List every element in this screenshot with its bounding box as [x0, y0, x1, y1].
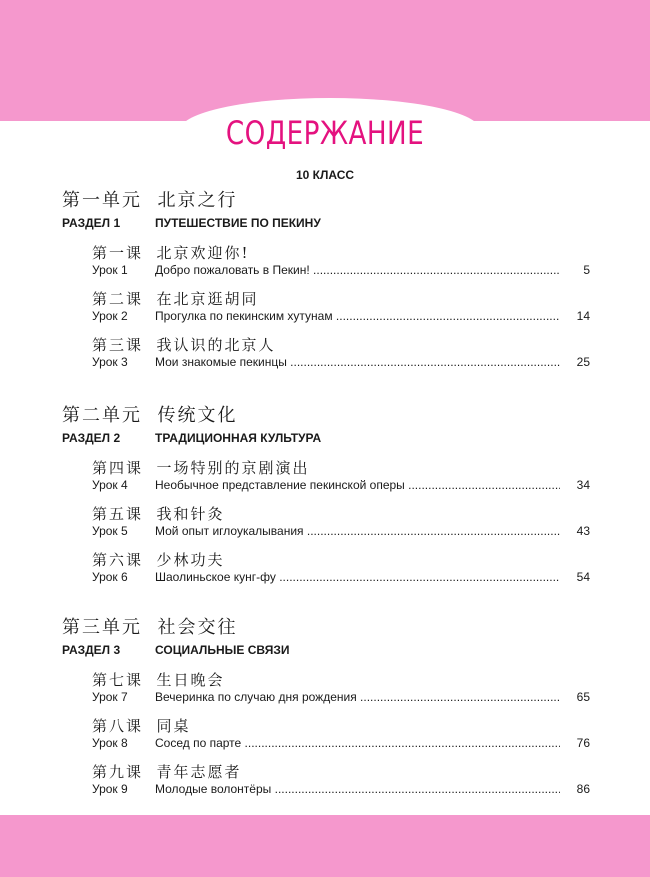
unit-title-cn: 第一单元 北京之行 — [62, 190, 238, 211]
toc-lesson-entry[interactable] — [0, 503, 650, 549]
toc-lesson-entry[interactable] — [0, 761, 650, 807]
lesson-number: Урок 3 — [92, 355, 128, 369]
lesson-title-cn: 第一课 北京欢迎你! — [92, 244, 250, 262]
toc-lesson-entry[interactable] — [0, 549, 650, 595]
lesson-title — [155, 263, 560, 277]
toc-lesson-entry[interactable] — [0, 715, 650, 761]
lesson-title-text: Необычное представление пекинской оперы — [155, 478, 405, 492]
lesson-number: Урок 4 — [92, 478, 128, 492]
lesson-title-text: Прогулка по пекинским хутунам — [155, 309, 333, 323]
unit-title-cn: 第二单元 传统文化 — [62, 405, 238, 426]
grade-heading: 10 КЛАСС — [295, 168, 355, 182]
lesson-title — [155, 690, 560, 704]
lesson-title-text: Вечеринка по случаю дня рождения — [155, 690, 357, 704]
lesson-number: Урок 9 — [92, 782, 128, 796]
lesson-title-text: Добро пожаловать в Пекин! — [155, 263, 310, 277]
lesson-page-number: 43 — [576, 524, 590, 538]
lesson-page-number: 14 — [576, 309, 590, 323]
lesson-title-cn: 第七课 生日晚会 — [92, 671, 225, 689]
lesson-title-cn: 第八课 同桌 — [92, 717, 191, 735]
lesson-number: Урок 8 — [92, 736, 128, 750]
lesson-title-text: Молодые волонтёры — [155, 782, 272, 796]
lesson-page-number: 86 — [576, 782, 590, 796]
section-number: РАЗДЕЛ 3 — [62, 643, 121, 657]
lesson-title-text: Мой опыт иглоукалывания — [155, 524, 304, 538]
lesson-page-number: 25 — [576, 355, 590, 369]
toc-lesson-entry[interactable] — [0, 457, 650, 503]
toc-lesson-entry[interactable] — [0, 334, 650, 380]
lesson-page-number: 76 — [576, 736, 590, 750]
bottom-decor-band — [0, 815, 650, 877]
toc-lesson-entry[interactable] — [0, 242, 650, 288]
lesson-title-cn: 第二课 在北京逛胡同 — [92, 290, 259, 308]
section-name: ТРАДИЦИОННАЯ КУЛЬТУРА — [155, 431, 322, 445]
lesson-number: Урок 5 — [92, 524, 128, 538]
lesson-title-text: Мои знакомые пекинцы — [155, 355, 287, 369]
lesson-title — [155, 782, 560, 796]
page-title: СОДЕРЖАНИЕ — [225, 114, 425, 152]
lesson-title — [155, 570, 560, 584]
lesson-number: Урок 2 — [92, 309, 128, 323]
lesson-title-text: Сосед по парте — [155, 736, 242, 750]
unit-title-cn: 第三单元 社会交往 — [62, 617, 238, 638]
toc-lesson-entry[interactable] — [0, 288, 650, 334]
lesson-page-number: 34 — [576, 478, 590, 492]
lesson-title-cn: 第九课 青年志愿者 — [92, 763, 242, 781]
lesson-title — [155, 355, 560, 369]
lesson-page-number: 54 — [576, 570, 590, 584]
toc-lesson-entry[interactable] — [0, 669, 650, 715]
lesson-title-cn: 第四课 一场特别的京剧演出 — [92, 459, 310, 477]
lesson-number: Урок 6 — [92, 570, 128, 584]
lesson-title-text: Шаолиньское кунг-фу — [155, 570, 276, 584]
lesson-title — [155, 309, 560, 323]
lesson-title — [155, 478, 560, 492]
lesson-title-cn: 第三课 我认识的北京人 — [92, 336, 276, 354]
lesson-title — [155, 736, 560, 750]
lesson-number: Урок 7 — [92, 690, 128, 704]
section-number: РАЗДЕЛ 1 — [62, 216, 121, 230]
section-number: РАЗДЕЛ 2 — [62, 431, 121, 445]
lesson-title-cn: 第五课 我和针灸 — [92, 505, 225, 523]
lesson-title-cn: 第六课 少林功夫 — [92, 551, 225, 569]
section-name: ПУТЕШЕСТВИЕ ПО ПЕКИНУ — [155, 216, 321, 230]
lesson-page-number: 65 — [576, 690, 590, 704]
lesson-number: Урок 1 — [92, 263, 128, 277]
section-name: СОЦИАЛЬНЫЕ СВЯЗИ — [155, 643, 290, 657]
lesson-title — [155, 524, 560, 538]
lesson-page-number: 5 — [583, 263, 590, 277]
